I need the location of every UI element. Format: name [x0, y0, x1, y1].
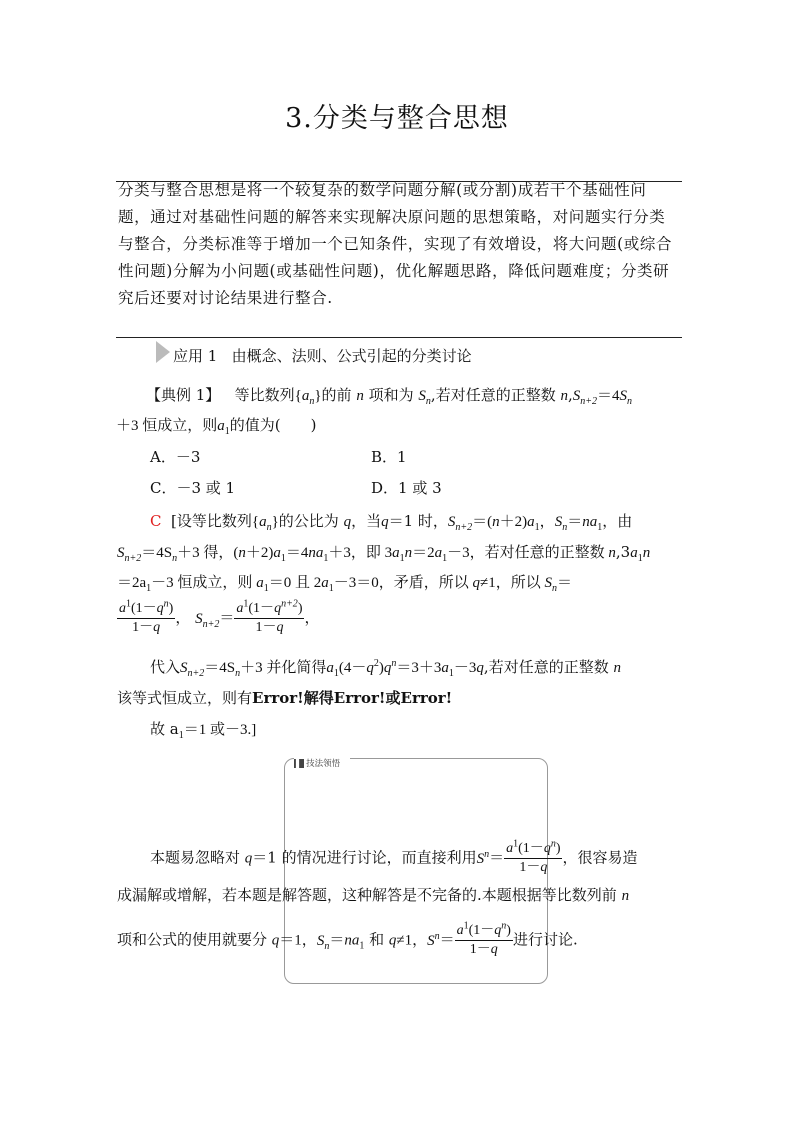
answer-letter: C — [150, 512, 162, 530]
example-line-1: 【典例 1】 等比数列$\{a_n\}$的前 n 项和为 $S_n$,若对任意的正整数 $n,S_{n+2}=4S_n$ — [146, 386, 633, 407]
option-a[interactable]: A．－3 — [150, 448, 201, 466]
answer-line-4: $\frac{a^1(1-q^n)}{1-q}$ ， $S_{n+2}=$ $\frac{a^1(1-q^{n+2})}{1-q}$ ， — [119, 598, 320, 635]
option-d[interactable]: D．1 或 3 — [371, 479, 442, 497]
answer-line-2: $S_{n+2}=4S_n+3$ 得，$(n+2)a_1=4na_1+3$，即 $3a_1n=2a_1-3$，若对任意的正整数 $n,3a_1n$ — [117, 543, 651, 564]
example-label: 【典例 1】 — [146, 386, 221, 404]
intro-bottom-rule — [116, 337, 682, 338]
box-line-1: 本题易忽略对 q＝1 的情况进行讨论，而直接利用$S^n=$ $\frac{a^1(1-q^n)}{1-q}$ ，很容易造 — [150, 838, 638, 875]
intro-paragraph: 分类与整合思想是将一个较复杂的数学问题分解(或分割)成若干个基础性问题，通过对基础性问题的解答来实现解决原问题的思想策略，对问题实行分类与整合，分类标准等于增加一个已知条件，实现了有效增设，将大问题(或综合性问题)分解为小问题(或基础性问题)，优化解题思路，降低问题难度；分类研究后还要对讨论结果进行整合. — [118, 181, 673, 307]
technique-badge: ▌ 技法领悟 — [294, 751, 350, 765]
answer-line-7: 故 $a_1=1$ 或－3.] — [150, 720, 257, 741]
answer-line-6: 该等式恒成立，则有Error!解得Error!或Error! — [117, 689, 453, 707]
page-title: 3.分类与整合思想 — [285, 103, 509, 134]
answer-line-1: C [设等比数列$\{a_n\}$的公比为 q，当q＝1 时，$S_{n+2}=(n+2)a_1$，$S_n=na_1$，由 — [150, 512, 633, 533]
option-c[interactable]: C．－3 或 1 — [150, 479, 236, 497]
answer-line-5: 代入$S_{n+2}=4S_n+3$ 并化简得$a_1(4-q^2)q^n=3+3a_1-3q$,若对任意的正整数 n — [150, 658, 621, 679]
application-label: 应用 1 — [173, 347, 218, 365]
application-title: 由概念、法则、公式引起的分类讨论 — [231, 347, 472, 365]
box-line-3: 项和公式的使用就要分 q＝1，$S_n=na_1$ 和 q≠1，$S^n=$ $\frac{a^1(1-q^n)}{1-q}$ 进行讨论. — [117, 920, 578, 957]
application-marker-icon — [156, 341, 170, 363]
box-line-2: 成漏解或增解，若本题是解答题，这种解答是不完备的.本题根据等比数列前 n — [117, 886, 630, 904]
application-heading — [173, 345, 472, 366]
technique-badge-icon: ▌ — [296, 759, 303, 768]
option-b[interactable]: B．1 — [371, 448, 407, 466]
answer-line-3: $=2a_1-3$ 恒成立，则 $a_1=0$ 且 $2a_1-3=0$，矛盾，所以 q≠1，所以 $S_n=$ — [117, 575, 572, 594]
example-line-2: ＋3 恒成立，则$a_1$的值为( ) — [116, 416, 317, 437]
